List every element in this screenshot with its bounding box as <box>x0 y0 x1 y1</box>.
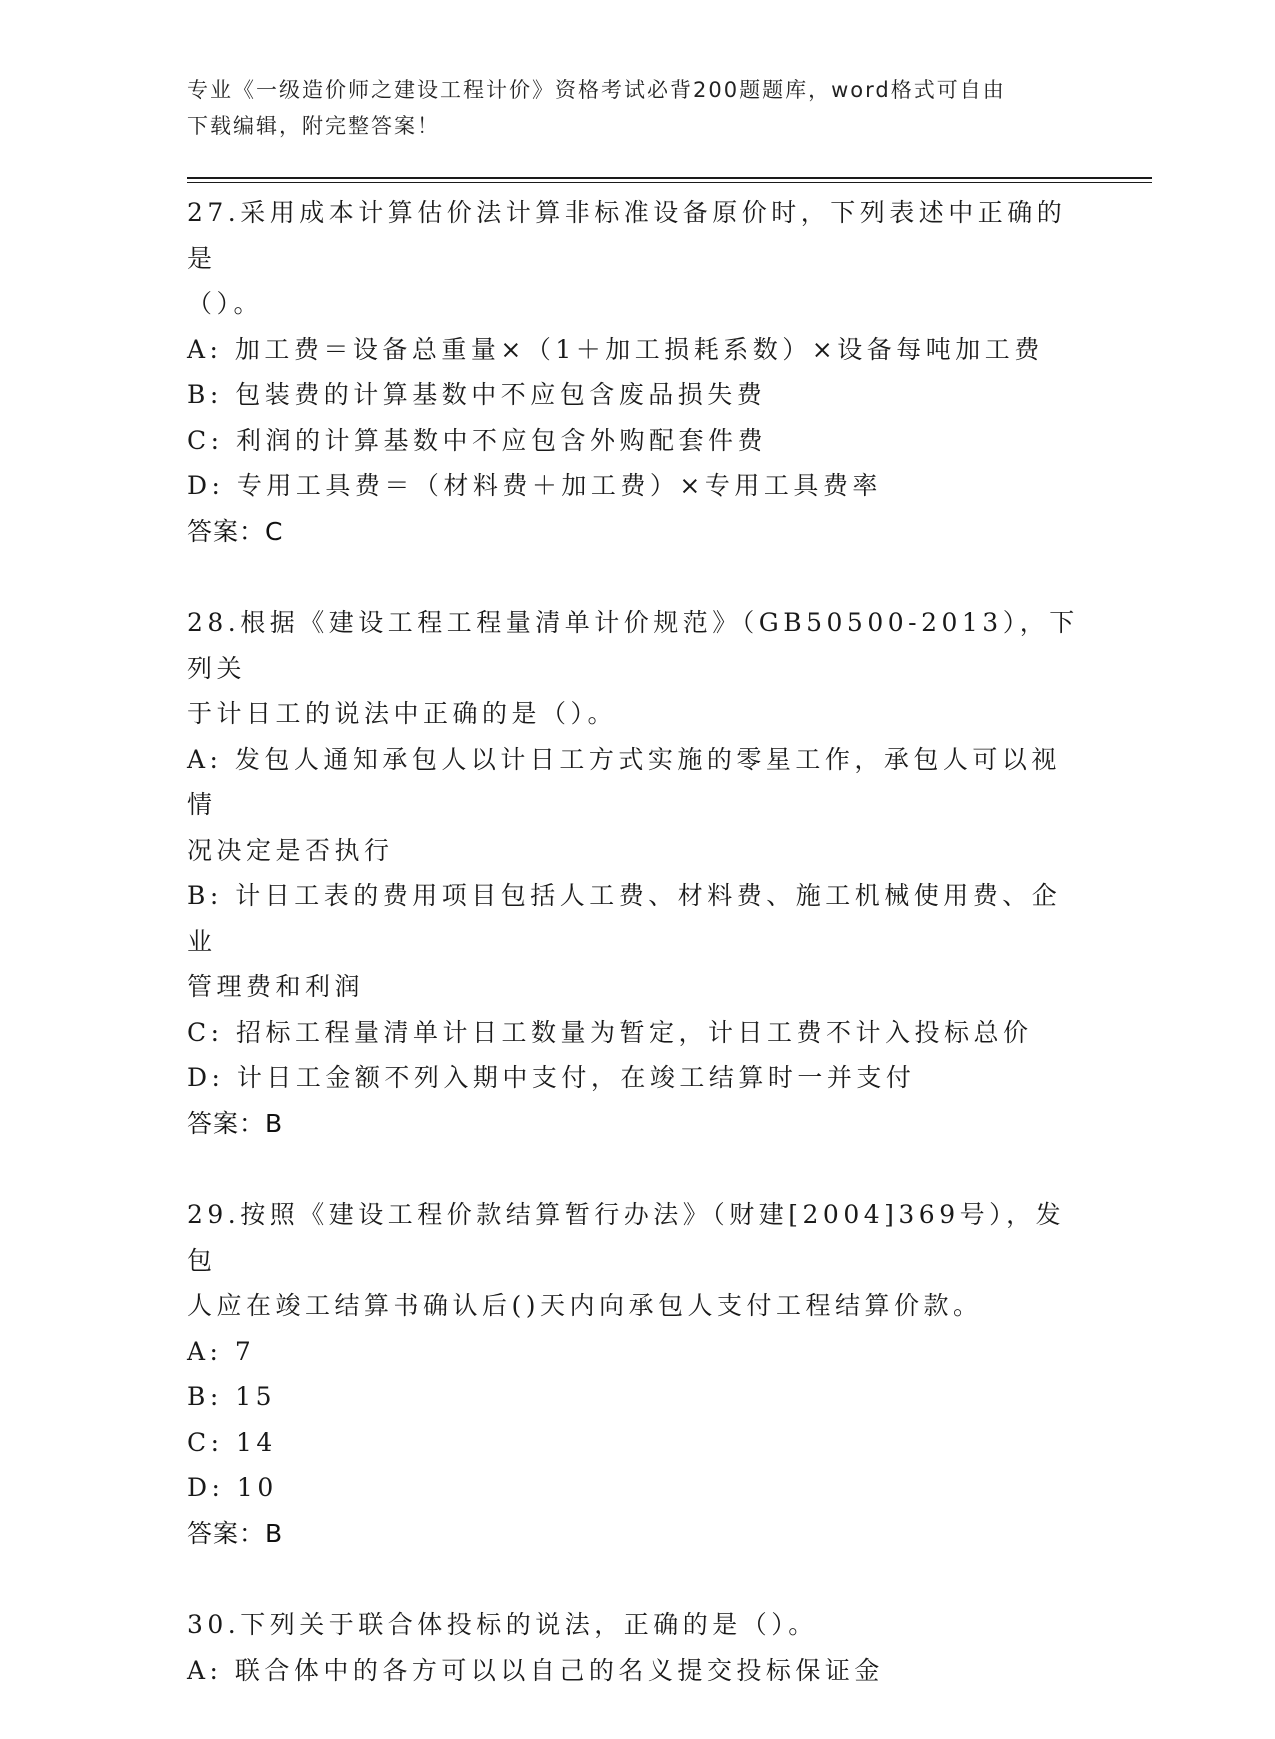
header-divider-thick <box>187 177 1152 179</box>
question-stem: 28.根据《建设工程工程量清单计价规范》（GB50500-2013），下列关 <box>187 608 1079 683</box>
option-c: C: 招标工程量清单计日工数量为暂定，计日工费不计入投标总价 <box>187 1017 1033 1047</box>
question-stem: 27.采用成本计算估价法计算非标准设备原价时，下列表述中正确的是 <box>187 198 1067 273</box>
header-line-1: 专业《一级造价师之建设工程计价》资格考试必背200题题库，word格式可自由 <box>187 78 1006 102</box>
question-stem-continued: （）。 <box>187 289 264 318</box>
option-d: D: 10 <box>187 1473 278 1502</box>
option-a: A: 加工费＝设备总重量×（1＋加工损耗系数）×设备每吨加工费 <box>187 334 1044 364</box>
option-a-continued: 况决定是否执行 <box>187 835 394 865</box>
option-a: A: 7 <box>187 1336 256 1366</box>
question-stem: 30.下列关于联合体投标的说法，正确的是（）。 <box>187 1610 818 1639</box>
question-27 <box>187 190 1087 554</box>
question-28 <box>187 600 1087 1146</box>
option-d: D: 计日工金额不列入期中支付，在竣工结算时一并支付 <box>187 1063 916 1092</box>
question-stem-continued: 于计日工的说法中正确的是（）。 <box>187 699 618 728</box>
option-d: D: 专用工具费＝（材料费＋加工费）×专用工具费率 <box>187 471 882 500</box>
option-b: B: 15 <box>187 1382 277 1411</box>
option-b-continued: 管理费和利润 <box>187 972 365 1001</box>
option-c: C: 14 <box>187 1427 277 1457</box>
header-divider-thin <box>187 182 1152 183</box>
question-29 <box>187 1192 1087 1556</box>
question-stem: 29.按照《建设工程价款结算暂行办法》（财建[2004]369号），发包 <box>187 1200 1066 1275</box>
answer: 答案：C <box>187 516 284 546</box>
question-list <box>187 190 1087 1739</box>
answer: 答案：B <box>187 1108 284 1138</box>
option-b: B: 计日工表的费用项目包括人工费、材料费、施工机械使用费、企业 <box>187 881 1062 956</box>
header-line-2: 下载编辑，附完整答案！ <box>187 114 440 138</box>
option-c: C: 利润的计算基数中不应包含外购配套件费 <box>187 425 767 455</box>
option-a: A: 联合体中的各方可以以自己的名义提交投标保证金 <box>187 1655 884 1685</box>
question-stem-continued: 人应在竣工结算书确认后()天内向承包人支付工程结算价款。 <box>187 1291 983 1320</box>
question-30 <box>187 1602 1087 1693</box>
option-a: A: 发包人通知承包人以计日工方式实施的零星工作，承包人可以视情 <box>187 744 1061 819</box>
option-b: B: 包装费的计算基数中不应包含废品损失费 <box>187 380 767 409</box>
document-header <box>187 72 1067 144</box>
answer: 答案：B <box>187 1518 284 1548</box>
